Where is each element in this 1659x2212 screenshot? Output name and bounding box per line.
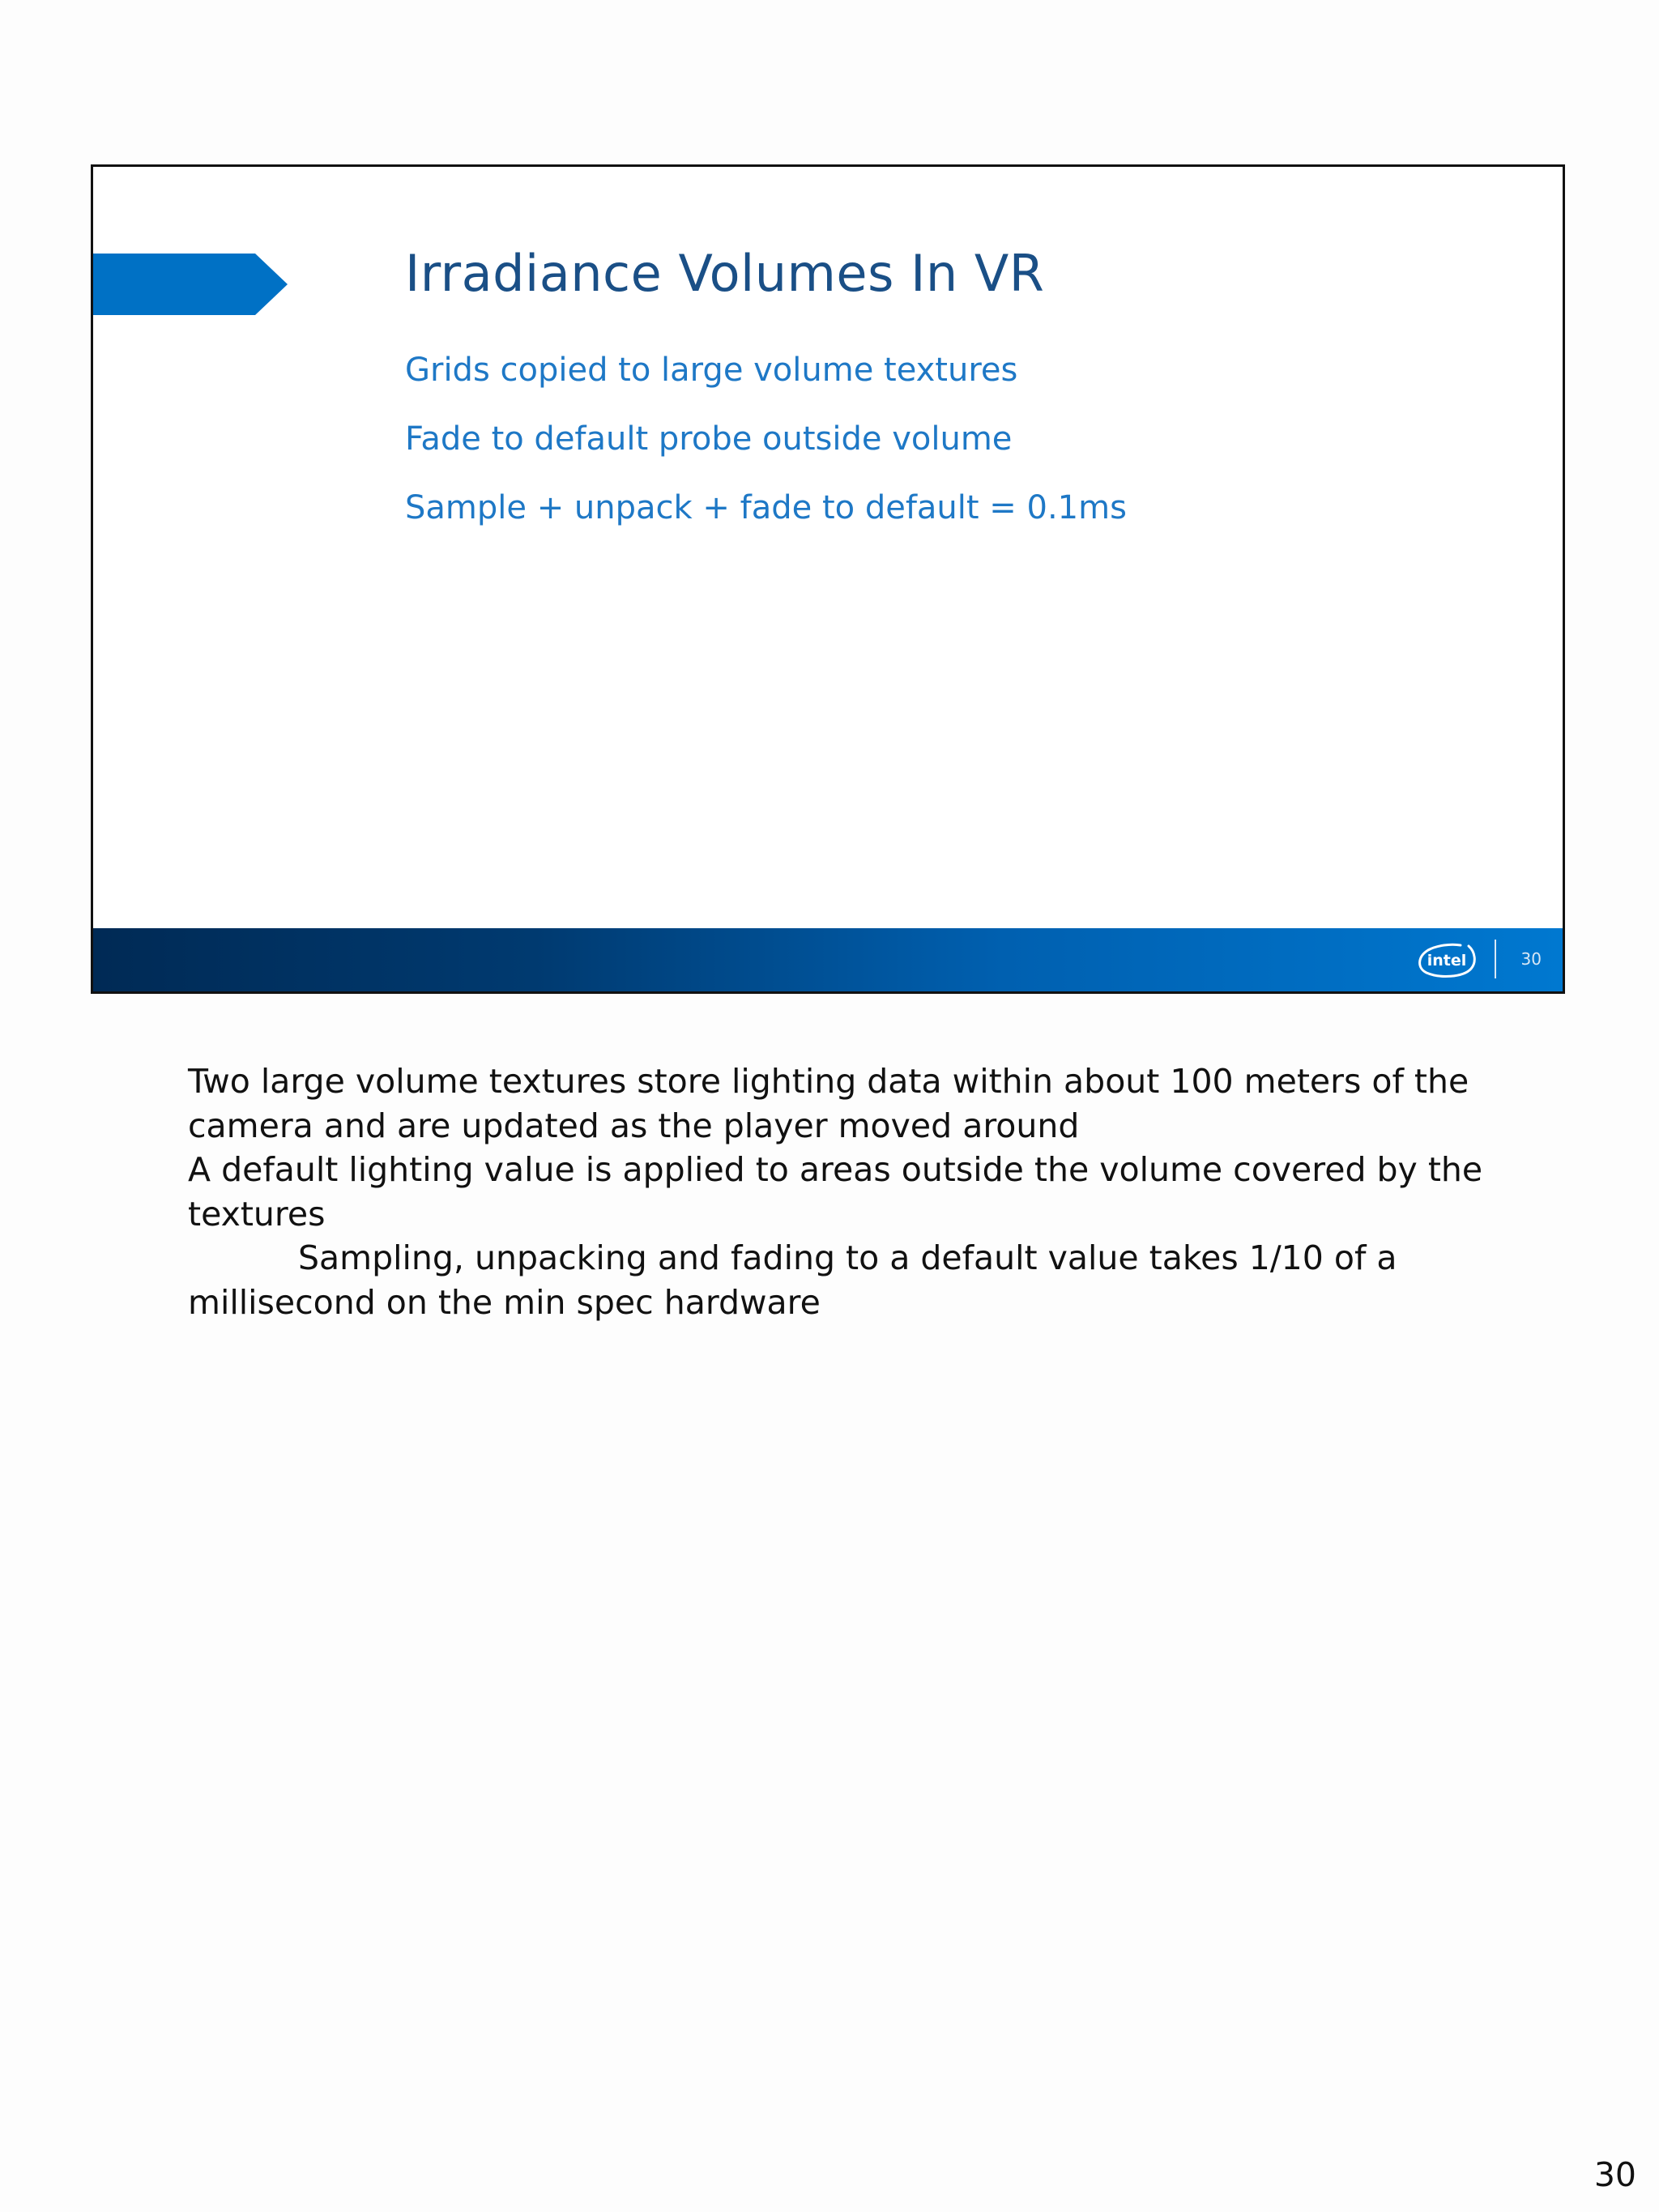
notes-paragraph: Two large volume textures store lighting data within about 100 meters of the camera and are updated as the player moved around [188,1062,1469,1145]
intel-logo-text: intel [1427,952,1467,970]
accent-arrow-shape [93,254,288,315]
bullet-item: Sample + unpack + fade to default = 0.1ms [405,489,1127,526]
slide-footer-bar [93,928,1563,991]
intel-logo-icon [1415,939,1478,979]
bullet-list [405,347,1127,554]
notes-paragraph: A default lighting value is applied to areas outside the volume covered by the textures [188,1150,1483,1234]
page-number: 30 [1593,2155,1636,2194]
bullet-item: Grids copied to large volume textures [405,352,1018,389]
speaker-notes [188,1059,1500,1324]
notes-paragraph: Sampling, unpacking and fading to a default value takes 1/10 of a millisecond on the min spec hardware [188,1238,1397,1322]
footer-divider [1495,940,1496,978]
slide-number: 30 [1520,949,1542,969]
slide-title: Irradiance Volumes In VR [405,244,1045,303]
slide-frame [91,164,1565,994]
bullet-item: Fade to default probe outside volume [405,420,1013,458]
